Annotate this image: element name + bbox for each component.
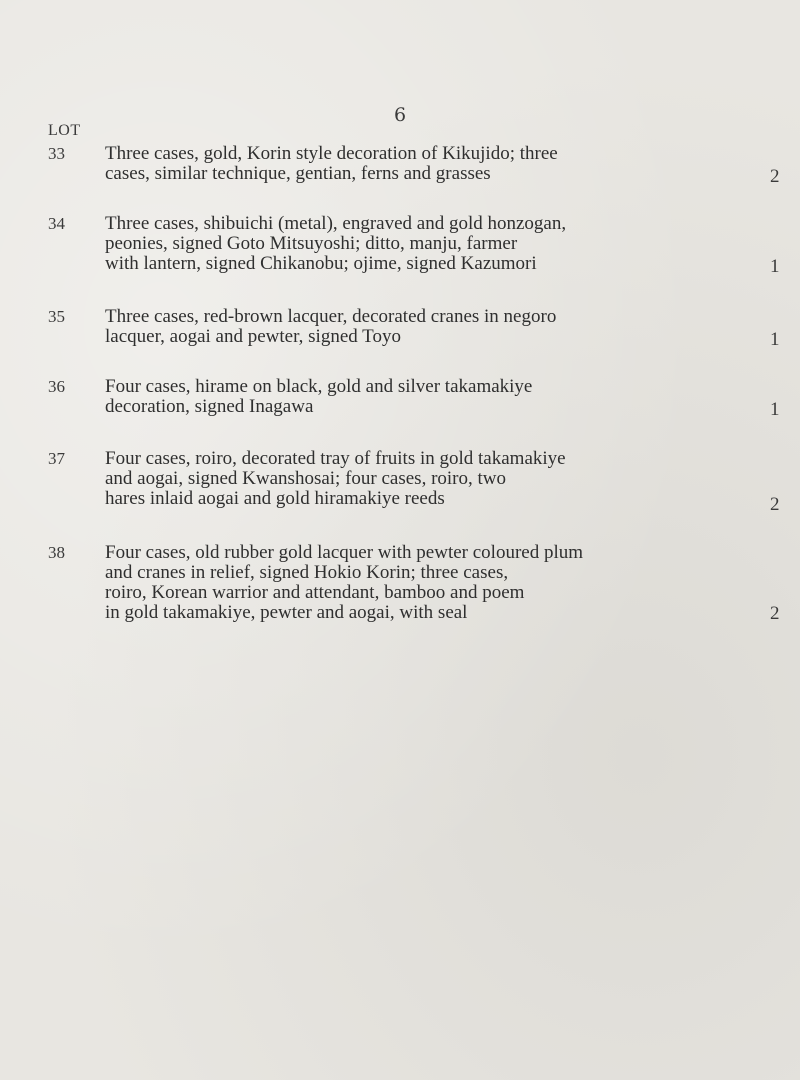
lot-description: Three cases, gold, Korin style decoration of Kikujido; three cases, similar technique, gentian, ferns and grasses [105, 143, 558, 184]
lot-description: Four cases, hirame on black, gold and silver takamakiye decoration, signed Inagawa [105, 376, 533, 417]
lot-quantity: 2 [770, 603, 780, 624]
lot-number: 37 [48, 449, 65, 468]
lot-number: 36 [48, 377, 65, 396]
lot-quantity: 1 [770, 256, 780, 277]
lot-column-header: LOT [48, 122, 81, 139]
lot-description: Three cases, shibuichi (metal), engraved and gold honzogan, peonies, signed Goto Mitsuyoshi; ditto, manju, farmer with lantern, signed Chikanobu; ojime, signed Kazumori [105, 213, 567, 274]
lot-number: 38 [48, 543, 65, 562]
lot-description: Four cases, old rubber gold lacquer with pewter coloured plum and cranes in relief, signed Hokio Korin; three cases, roiro, Korean warrior and attendant, bamboo and poem in gold takamakiye, pewter and aogai, with seal [105, 542, 584, 623]
lot-description: Three cases, red-brown lacquer, decorated cranes in negoro lacquer, aogai and pewter, signed Toyo [105, 306, 557, 347]
lot-quantity: 2 [770, 494, 780, 515]
lot-quantity: 1 [770, 329, 780, 350]
lot-quantity: 1 [770, 399, 780, 420]
lot-number: 33 [48, 144, 65, 163]
lot-quantity: 2 [770, 166, 780, 187]
lot-number: 35 [48, 307, 65, 326]
page-number: 6 [393, 104, 407, 126]
lot-number: 34 [48, 214, 65, 233]
lot-description: Four cases, roiro, decorated tray of fruits in gold takamakiye and aogai, signed Kwanshosai; four cases, roiro, two hares inlaid aogai and gold hiramakiye reeds [105, 448, 566, 509]
